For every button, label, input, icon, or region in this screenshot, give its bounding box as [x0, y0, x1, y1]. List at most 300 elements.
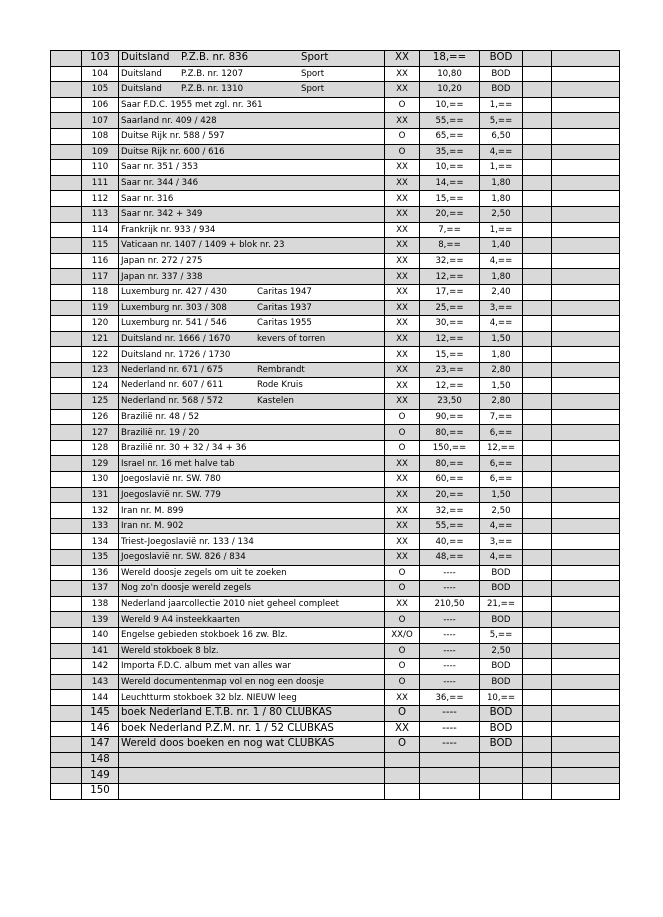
condition: XX — [385, 503, 420, 519]
lot-number: 108 — [82, 128, 119, 144]
condition: XX — [385, 269, 420, 285]
starting-bid: 1,80 — [480, 191, 523, 207]
blank-cell — [51, 596, 82, 612]
blank-cell — [51, 316, 82, 332]
condition: XX — [385, 66, 420, 82]
condition: O — [385, 97, 420, 113]
blank-cell — [552, 440, 620, 456]
lot-number: 142 — [82, 659, 119, 675]
catalog-value: ---- — [420, 705, 480, 721]
catalog-value: ---- — [420, 627, 480, 643]
blank-cell — [51, 690, 82, 706]
auction-lot-table — [50, 50, 620, 800]
table-row — [51, 378, 620, 394]
lot-description — [119, 705, 385, 721]
lot-number: 103 — [82, 51, 119, 67]
lot-number: 123 — [82, 362, 119, 378]
lot-description-part: Luxemburg nr. 303 / 308 — [121, 302, 227, 313]
lot-description — [119, 737, 385, 753]
starting-bid: 3,== — [480, 534, 523, 550]
blank-cell — [523, 128, 552, 144]
blank-cell — [552, 783, 620, 799]
catalog-value: 65,== — [420, 128, 480, 144]
lot-description — [119, 674, 385, 690]
blank-cell — [552, 518, 620, 534]
lot-description-part: Caritas 1947 — [257, 286, 312, 297]
blank-cell — [552, 347, 620, 363]
blank-cell — [51, 768, 82, 784]
blank-cell — [523, 269, 552, 285]
lot-description — [119, 300, 385, 316]
blank-cell — [523, 612, 552, 628]
table-row — [51, 612, 620, 628]
catalog-value: ---- — [420, 612, 480, 628]
catalog-value: 35,== — [420, 144, 480, 160]
blank-cell — [51, 394, 82, 410]
blank-cell — [523, 160, 552, 176]
starting-bid: 5,== — [480, 113, 523, 129]
starting-bid — [480, 783, 523, 799]
blank-cell — [51, 113, 82, 129]
catalog-value: 36,== — [420, 690, 480, 706]
condition — [385, 752, 420, 768]
blank-cell — [552, 721, 620, 737]
catalog-value: 40,== — [420, 534, 480, 550]
blank-cell — [51, 721, 82, 737]
table-row — [51, 737, 620, 753]
catalog-value: 80,== — [420, 456, 480, 472]
lot-description — [119, 316, 385, 332]
blank-cell — [523, 394, 552, 410]
condition: O — [385, 581, 420, 597]
blank-cell — [523, 643, 552, 659]
starting-bid: BOD — [480, 659, 523, 675]
blank-cell — [552, 331, 620, 347]
starting-bid: BOD — [480, 674, 523, 690]
starting-bid: 4,== — [480, 518, 523, 534]
table-row — [51, 316, 620, 332]
starting-bid: 1,80 — [480, 269, 523, 285]
lot-number: 120 — [82, 316, 119, 332]
blank-cell — [552, 425, 620, 441]
starting-bid: 2,50 — [480, 206, 523, 222]
starting-bid: BOD — [480, 581, 523, 597]
table-row — [51, 627, 620, 643]
lot-description — [119, 721, 385, 737]
condition: XX — [385, 721, 420, 737]
lot-description-part: Nog zo'n doosje wereld zegels — [121, 583, 251, 594]
lot-description — [119, 66, 385, 82]
table-row — [51, 66, 620, 82]
lot-description-part: Nederland jaarcollectie 2010 niet geheel compleet — [121, 599, 339, 610]
lot-description — [119, 128, 385, 144]
blank-cell — [552, 487, 620, 503]
blank-cell — [552, 472, 620, 488]
condition: O — [385, 674, 420, 690]
catalog-value: ---- — [420, 659, 480, 675]
lot-number: 146 — [82, 721, 119, 737]
lot-description — [119, 97, 385, 113]
catalog-value — [420, 752, 480, 768]
lot-description-part: Caritas 1937 — [257, 302, 312, 313]
lot-description-part: Rode Kruis — [257, 380, 303, 391]
condition: XX — [385, 51, 420, 67]
blank-cell — [523, 378, 552, 394]
blank-cell — [552, 284, 620, 300]
blank-cell — [51, 705, 82, 721]
blank-cell — [523, 222, 552, 238]
blank-cell — [51, 347, 82, 363]
catalog-value: 15,== — [420, 347, 480, 363]
blank-cell — [51, 66, 82, 82]
lot-description-part: Wereld stokboek 8 blz. — [121, 645, 219, 656]
lot-description-part: P.Z.B. nr. 1207 — [181, 68, 244, 79]
blank-cell — [523, 581, 552, 597]
blank-cell — [523, 737, 552, 753]
table-row — [51, 394, 620, 410]
lot-description — [119, 627, 385, 643]
lot-description-part: Luxemburg nr. 427 / 430 — [121, 286, 227, 297]
blank-cell — [51, 425, 82, 441]
blank-cell — [523, 113, 552, 129]
starting-bid: 4,== — [480, 316, 523, 332]
blank-cell — [552, 768, 620, 784]
catalog-value: 210,50 — [420, 596, 480, 612]
table-row — [51, 690, 620, 706]
lot-description-part: Nederland nr. 568 / 572 — [121, 396, 224, 407]
table-row — [51, 362, 620, 378]
blank-cell — [51, 612, 82, 628]
blank-cell — [523, 659, 552, 675]
condition: XX — [385, 362, 420, 378]
condition: O — [385, 425, 420, 441]
condition: XX — [385, 331, 420, 347]
lot-description — [119, 425, 385, 441]
lot-description-part: kevers of torren — [257, 333, 326, 344]
table-row — [51, 175, 620, 191]
blank-cell — [552, 269, 620, 285]
blank-cell — [51, 222, 82, 238]
lot-description-part: boek Nederland E.T.B. nr. 1 / 80 CLUBKAS — [121, 707, 332, 719]
lot-description — [119, 269, 385, 285]
lot-description-part: Sport — [301, 84, 325, 95]
blank-cell — [51, 550, 82, 566]
blank-cell — [523, 82, 552, 98]
catalog-value — [420, 783, 480, 799]
blank-cell — [523, 690, 552, 706]
lot-description — [119, 222, 385, 238]
starting-bid — [480, 768, 523, 784]
table-row — [51, 222, 620, 238]
table-row — [51, 721, 620, 737]
blank-cell — [523, 347, 552, 363]
table-row — [51, 534, 620, 550]
blank-cell — [51, 518, 82, 534]
blank-cell — [552, 316, 620, 332]
starting-bid: 1,50 — [480, 487, 523, 503]
starting-bid: 3,== — [480, 300, 523, 316]
lot-number: 148 — [82, 752, 119, 768]
blank-cell — [523, 565, 552, 581]
catalog-value: ---- — [420, 737, 480, 753]
catalog-value: 8,== — [420, 238, 480, 254]
blank-cell — [523, 705, 552, 721]
condition: XX — [385, 206, 420, 222]
condition: XX — [385, 82, 420, 98]
starting-bid: BOD — [480, 82, 523, 98]
blank-cell — [552, 534, 620, 550]
lot-description-part: Leuchtturm stokboek 32 blz. NIEUW leeg — [121, 692, 297, 703]
table-row — [51, 97, 620, 113]
table-row — [51, 144, 620, 160]
lot-description-part: Duitsland — [121, 84, 162, 95]
catalog-value: 18,== — [420, 51, 480, 67]
table-row — [51, 425, 620, 441]
lot-description-part: Japan nr. 272 / 275 — [121, 256, 203, 267]
table-row — [51, 518, 620, 534]
lot-description — [119, 518, 385, 534]
lot-description-part: Israel nr. 16 met halve tab — [121, 458, 235, 469]
lot-number: 105 — [82, 82, 119, 98]
blank-cell — [51, 175, 82, 191]
blank-cell — [523, 316, 552, 332]
starting-bid: 1,== — [480, 222, 523, 238]
lot-number: 140 — [82, 627, 119, 643]
blank-cell — [51, 581, 82, 597]
condition: XX/O — [385, 627, 420, 643]
table-row — [51, 752, 620, 768]
catalog-value: 14,== — [420, 175, 480, 191]
condition: O — [385, 440, 420, 456]
catalog-value: 25,== — [420, 300, 480, 316]
lot-number: 122 — [82, 347, 119, 363]
lot-description — [119, 581, 385, 597]
lot-description-part: boek Nederland P.Z.M. nr. 1 / 52 CLUBKAS — [121, 722, 334, 734]
lot-number: 114 — [82, 222, 119, 238]
lot-description-part: Duitsland nr. 1666 / 1670 — [121, 333, 231, 344]
lot-description-part: Vaticaan nr. 1407 / 1409 + blok nr. 23 — [121, 240, 285, 251]
lot-description-part: Luxemburg nr. 541 / 546 — [121, 318, 227, 329]
table-row — [51, 456, 620, 472]
blank-cell — [552, 612, 620, 628]
blank-cell — [523, 752, 552, 768]
lot-description-part: Joegoslavië nr. SW. 826 / 834 — [121, 552, 246, 563]
blank-cell — [523, 284, 552, 300]
catalog-value: ---- — [420, 721, 480, 737]
blank-cell — [51, 737, 82, 753]
blank-cell — [523, 627, 552, 643]
condition: O — [385, 565, 420, 581]
catalog-value: 12,== — [420, 331, 480, 347]
blank-cell — [552, 128, 620, 144]
blank-cell — [552, 378, 620, 394]
lot-description — [119, 643, 385, 659]
blank-cell — [552, 690, 620, 706]
lot-description-part: Duitse Rijk nr. 600 / 616 — [121, 146, 225, 157]
starting-bid: 2,50 — [480, 503, 523, 519]
blank-cell — [51, 659, 82, 675]
lot-description-part: Caritas 1955 — [257, 318, 312, 329]
table-row — [51, 550, 620, 566]
lot-number: 126 — [82, 409, 119, 425]
catalog-value: 32,== — [420, 503, 480, 519]
starting-bid: 1,80 — [480, 175, 523, 191]
blank-cell — [552, 627, 620, 643]
lot-description-part: Saar nr. 342 + 349 — [121, 209, 203, 220]
lot-description-part: Saarland nr. 409 / 428 — [121, 115, 217, 126]
lot-description — [119, 487, 385, 503]
blank-cell — [51, 253, 82, 269]
lot-number: 134 — [82, 534, 119, 550]
starting-bid: 6,50 — [480, 128, 523, 144]
blank-cell — [552, 144, 620, 160]
lot-description — [119, 284, 385, 300]
starting-bid: BOD — [480, 66, 523, 82]
catalog-value: ---- — [420, 674, 480, 690]
blank-cell — [523, 487, 552, 503]
lot-description — [119, 472, 385, 488]
lot-number: 130 — [82, 472, 119, 488]
blank-cell — [552, 737, 620, 753]
lot-number: 110 — [82, 160, 119, 176]
starting-bid: BOD — [480, 737, 523, 753]
lot-number: 104 — [82, 66, 119, 82]
table-row — [51, 331, 620, 347]
starting-bid: 1,== — [480, 160, 523, 176]
blank-cell — [552, 409, 620, 425]
lot-description — [119, 565, 385, 581]
catalog-value: 23,50 — [420, 394, 480, 410]
condition: XX — [385, 253, 420, 269]
starting-bid: BOD — [480, 705, 523, 721]
table-row — [51, 128, 620, 144]
condition: XX — [385, 222, 420, 238]
blank-cell — [523, 721, 552, 737]
catalog-value: 10,80 — [420, 66, 480, 82]
lot-number: 118 — [82, 284, 119, 300]
starting-bid: 1,80 — [480, 347, 523, 363]
blank-cell — [523, 534, 552, 550]
lot-number: 147 — [82, 737, 119, 753]
lot-number: 138 — [82, 596, 119, 612]
blank-cell — [51, 300, 82, 316]
blank-cell — [51, 534, 82, 550]
condition: O — [385, 705, 420, 721]
lot-description-part: Brazilië nr. 30 + 32 / 34 + 36 — [121, 443, 247, 454]
condition — [385, 768, 420, 784]
table-row — [51, 238, 620, 254]
condition: XX — [385, 160, 420, 176]
lot-description-part: Engelse gebieden stokboek 16 zw. Blz. — [121, 630, 288, 641]
lot-description-part: Sport — [301, 68, 325, 79]
lot-description — [119, 550, 385, 566]
starting-bid: 6,== — [480, 472, 523, 488]
blank-cell — [51, 284, 82, 300]
blank-cell — [523, 66, 552, 82]
catalog-value: ---- — [420, 643, 480, 659]
table-row — [51, 284, 620, 300]
catalog-value — [420, 768, 480, 784]
lot-number: 117 — [82, 269, 119, 285]
starting-bid: 4,== — [480, 253, 523, 269]
lot-number: 139 — [82, 612, 119, 628]
blank-cell — [552, 206, 620, 222]
lot-description — [119, 253, 385, 269]
blank-cell — [51, 503, 82, 519]
lot-number: 127 — [82, 425, 119, 441]
lot-description-part: Wereld doos boeken en nog wat CLUBKAS — [121, 738, 335, 750]
condition: O — [385, 409, 420, 425]
condition: XX — [385, 113, 420, 129]
condition: XX — [385, 378, 420, 394]
lot-description-part: Saar F.D.C. 1955 met zgl. nr. 361 — [121, 100, 263, 111]
blank-cell — [523, 238, 552, 254]
lot-number: 137 — [82, 581, 119, 597]
table-row — [51, 191, 620, 207]
starting-bid: 1,50 — [480, 378, 523, 394]
table-row — [51, 51, 620, 67]
lot-number: 124 — [82, 378, 119, 394]
table-row — [51, 581, 620, 597]
lot-description-part: Duitse Rijk nr. 588 / 597 — [121, 131, 225, 142]
lot-description-part: Frankrijk nr. 933 / 934 — [121, 224, 216, 235]
lot-description-part: Duitsland — [121, 68, 162, 79]
table-row — [51, 113, 620, 129]
condition: XX — [385, 316, 420, 332]
catalog-value: 12,== — [420, 378, 480, 394]
condition: O — [385, 659, 420, 675]
blank-cell — [51, 643, 82, 659]
lot-description — [119, 378, 385, 394]
blank-cell — [51, 206, 82, 222]
lot-description — [119, 752, 385, 768]
condition — [385, 783, 420, 799]
catalog-value: 55,== — [420, 518, 480, 534]
starting-bid: 1,40 — [480, 238, 523, 254]
lot-number: 115 — [82, 238, 119, 254]
blank-cell — [51, 191, 82, 207]
catalog-value: 55,== — [420, 113, 480, 129]
lot-description-part: Saar nr. 344 / 346 — [121, 178, 199, 189]
condition: XX — [385, 518, 420, 534]
lot-description-part: Triest-Joegoslavië nr. 133 / 134 — [121, 536, 254, 547]
lot-number: 144 — [82, 690, 119, 706]
lot-description-part: P.Z.B. nr. 836 — [181, 52, 249, 63]
lot-description-part: Saar nr. 351 / 353 — [121, 162, 199, 173]
blank-cell — [51, 440, 82, 456]
blank-cell — [552, 82, 620, 98]
blank-cell — [552, 362, 620, 378]
lot-number: 125 — [82, 394, 119, 410]
lot-description-part: Saar nr. 316 — [121, 193, 174, 204]
lot-number: 116 — [82, 253, 119, 269]
blank-cell — [523, 674, 552, 690]
blank-cell — [51, 487, 82, 503]
blank-cell — [552, 705, 620, 721]
lot-number: 149 — [82, 768, 119, 784]
blank-cell — [523, 206, 552, 222]
lot-description — [119, 503, 385, 519]
lot-description-part: Iran nr. M. 902 — [121, 521, 184, 532]
blank-cell — [552, 581, 620, 597]
starting-bid: 6,== — [480, 425, 523, 441]
catalog-value: 10,== — [420, 97, 480, 113]
condition: XX — [385, 347, 420, 363]
table-row — [51, 206, 620, 222]
blank-cell — [523, 300, 552, 316]
blank-cell — [51, 409, 82, 425]
blank-cell — [552, 66, 620, 82]
